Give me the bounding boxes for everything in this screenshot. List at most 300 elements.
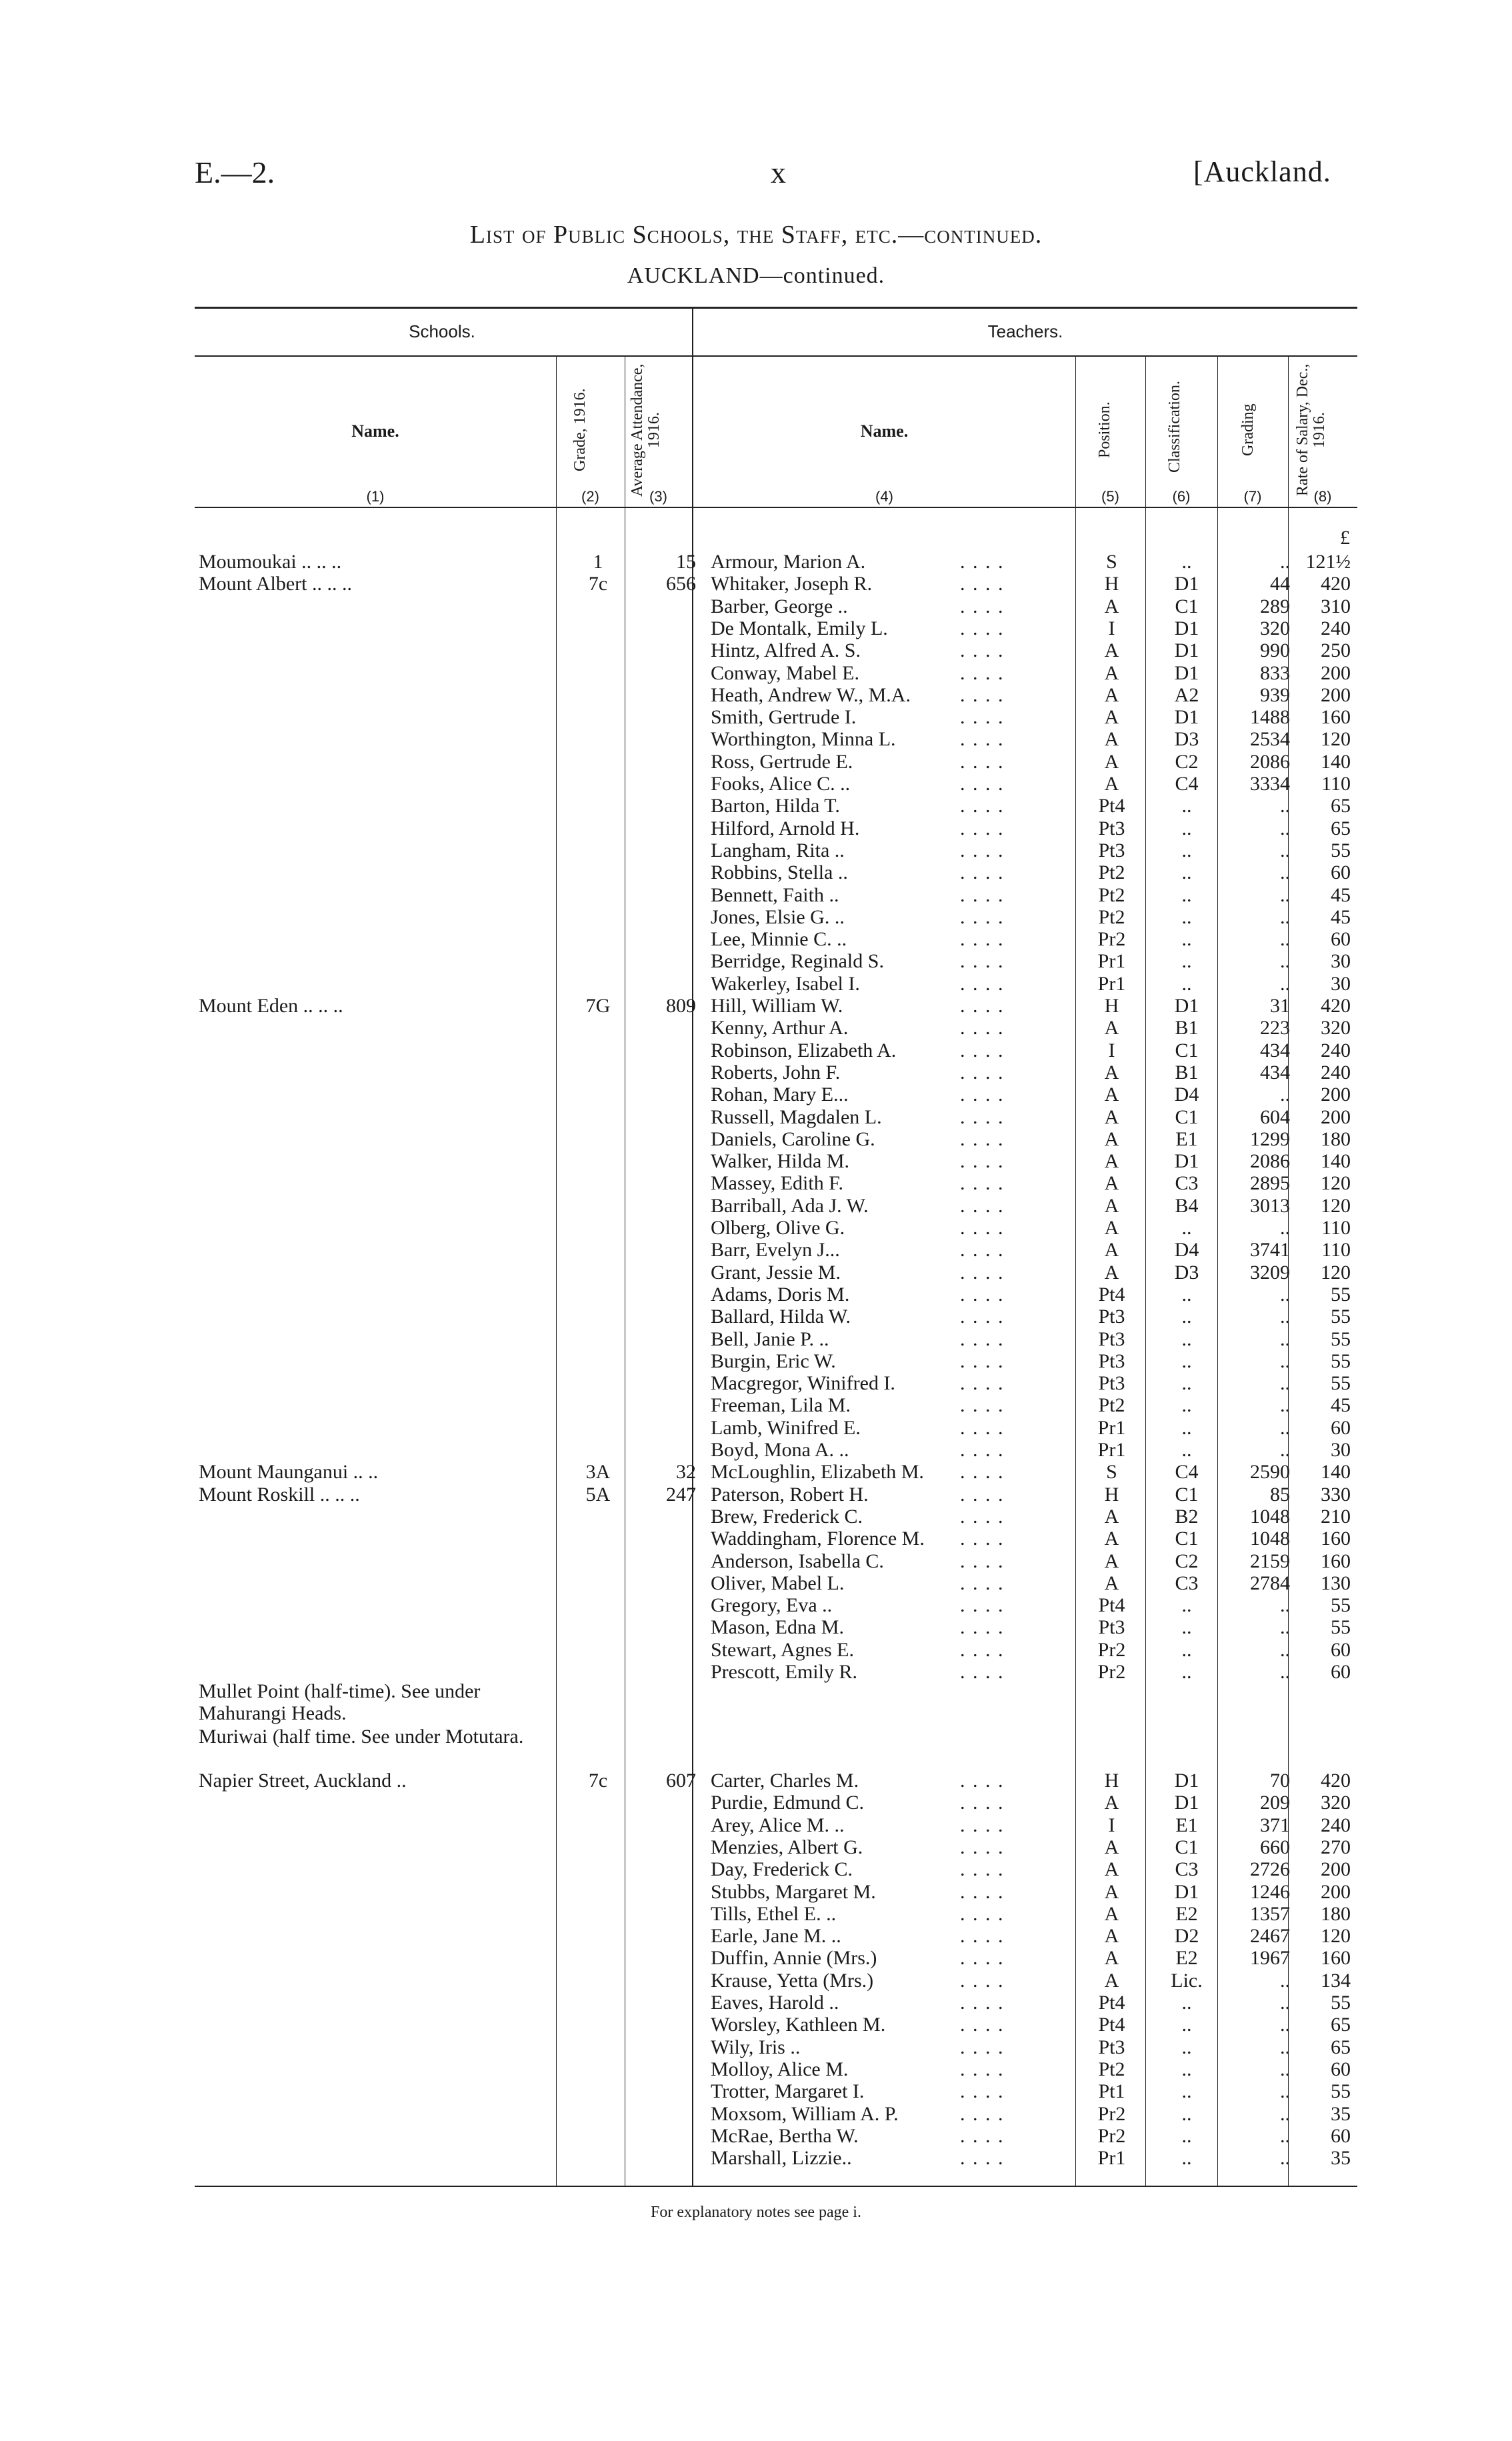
leader-dots: . . . . xyxy=(960,1528,1005,1550)
teacher-name: Conway, Mabel E. xyxy=(711,661,860,684)
leader-dots: . . . . xyxy=(960,551,1005,573)
teacher-position: A xyxy=(1104,1083,1119,1106)
teacher-salary: 200 xyxy=(1321,661,1351,684)
teacher-salary: 55 xyxy=(1331,1992,1351,2014)
teacher-salary: 30 xyxy=(1331,1439,1351,1461)
leader-dots: . . . . xyxy=(960,972,1005,995)
table-row xyxy=(0,1506,1512,1528)
teacher-name: Ballard, Hilda W. xyxy=(711,1306,851,1328)
teacher-position: A xyxy=(1104,595,1119,617)
teacher-grading: .. xyxy=(1280,1350,1290,1372)
teacher-salary: 45 xyxy=(1331,905,1351,928)
teacher-salary: 180 xyxy=(1321,1127,1351,1150)
teacher-name: Russell, Magdalen L. xyxy=(711,1105,882,1128)
table-row xyxy=(0,1858,1512,1880)
leader-dots: . . . . xyxy=(960,1283,1005,1306)
teacher-name: Trotter, Margaret I. xyxy=(711,2080,865,2103)
table-row xyxy=(0,1992,1512,2014)
teacher-name: Arey, Alice M. .. xyxy=(711,1814,845,1836)
teacher-position: A xyxy=(1104,1127,1119,1150)
teacher-salary: 55 xyxy=(1331,1616,1351,1639)
leader-dots: . . . . xyxy=(960,995,1005,1017)
table-row xyxy=(0,1372,1512,1394)
table-row xyxy=(0,1017,1512,1039)
teacher-position: Pr1 xyxy=(1097,1439,1126,1461)
table-row xyxy=(0,884,1512,906)
table-row xyxy=(0,751,1512,773)
teacher-grading: .. xyxy=(1280,1594,1290,1617)
leader-dots: . . . . xyxy=(960,2124,1005,2147)
teacher-grading: .. xyxy=(1280,905,1290,928)
teacher-position: Pt1 xyxy=(1098,2080,1125,2103)
teacher-grading: 3334 xyxy=(1250,773,1290,795)
teacher-salary: 55 xyxy=(1331,1328,1351,1350)
teacher-salary: 60 xyxy=(1331,2124,1351,2147)
teacher-classification: D1 xyxy=(1174,573,1199,595)
teacher-classification: D1 xyxy=(1174,1880,1199,1903)
teacher-name: Paterson, Robert H. xyxy=(711,1483,869,1506)
teacher-classification: D3 xyxy=(1174,1261,1199,1284)
teacher-position: A xyxy=(1104,1105,1119,1128)
col-header-grade: Grade, 1916. xyxy=(571,388,589,472)
teacher-classification: D1 xyxy=(1174,617,1199,639)
school-name: Napier Street, Auckland .. xyxy=(199,1770,407,1792)
teacher-salary: 60 xyxy=(1331,1416,1351,1439)
teacher-name: McLoughlin, Elizabeth M. xyxy=(711,1461,924,1484)
table-row xyxy=(0,1417,1512,1439)
table-row xyxy=(0,551,1512,573)
leader-dots: . . . . xyxy=(960,1572,1005,1594)
teacher-position: A xyxy=(1104,728,1119,751)
teacher-name: Wily, Iris .. xyxy=(711,2036,801,2058)
teacher-position: Pr2 xyxy=(1097,1638,1126,1661)
teacher-grading: 1299 xyxy=(1250,1127,1290,1150)
teacher-position: Pr1 xyxy=(1097,2147,1126,2170)
table-row xyxy=(0,1217,1512,1239)
teacher-grading: .. xyxy=(1280,2124,1290,2147)
teacher-salary: 60 xyxy=(1331,1638,1351,1661)
teacher-salary: 160 xyxy=(1321,706,1351,729)
teacher-classification: .. xyxy=(1181,1283,1192,1306)
region-header: [Auckland. xyxy=(1193,155,1331,188)
teacher-name: Daniels, Caroline G. xyxy=(711,1127,875,1150)
table-row xyxy=(0,1770,1512,1792)
table-row xyxy=(0,1836,1512,1858)
teacher-position: Pr1 xyxy=(1097,950,1126,973)
teacher-name: McRae, Bertha W. xyxy=(711,2124,859,2147)
leader-dots: . . . . xyxy=(960,1127,1005,1150)
teacher-name: Boyd, Mona A. .. xyxy=(711,1439,849,1461)
col-header-position: Position. xyxy=(1096,401,1113,459)
teacher-name: Worthington, Minna L. xyxy=(711,728,896,751)
leader-dots: . . . . xyxy=(960,2147,1005,2170)
teacher-name: Olberg, Olive G. xyxy=(711,1217,845,1239)
teacher-name: Hintz, Alfred A. S. xyxy=(711,639,861,662)
leader-dots: . . . . xyxy=(960,1638,1005,1661)
teacher-grading: 1048 xyxy=(1250,1505,1290,1528)
leader-dots: . . . . xyxy=(960,1770,1005,1792)
teacher-grading: 85 xyxy=(1270,1483,1290,1506)
leader-dots: . . . . xyxy=(960,617,1005,639)
teacher-classification: .. xyxy=(1181,883,1192,906)
teacher-grading: .. xyxy=(1280,1969,1290,1992)
teacher-salary: 240 xyxy=(1321,617,1351,639)
col-number-5: (5) xyxy=(1101,488,1119,505)
leader-dots: . . . . xyxy=(960,1792,1005,1814)
school-attendance: 809 xyxy=(666,995,696,1017)
teacher-name: Freeman, Lila M. xyxy=(711,1394,851,1417)
table-row xyxy=(0,2080,1512,2102)
teacher-name: Menzies, Albert G. xyxy=(711,1836,863,1858)
teacher-grading: .. xyxy=(1280,795,1290,817)
teacher-position: Pt2 xyxy=(1098,2058,1125,2080)
teacher-salary: 330 xyxy=(1321,1483,1351,1506)
teacher-position: A xyxy=(1104,1261,1119,1284)
teacher-name: Molloy, Alice M. xyxy=(711,2058,849,2080)
leader-dots: . . . . xyxy=(960,1814,1005,1836)
teacher-salary: 160 xyxy=(1321,1528,1351,1550)
teacher-salary: 65 xyxy=(1331,817,1351,839)
teacher-grading: 939 xyxy=(1260,683,1290,706)
teacher-grading: .. xyxy=(1280,1217,1290,1239)
teacher-classification: .. xyxy=(1181,1217,1192,1239)
table-row xyxy=(0,1284,1512,1306)
table-row xyxy=(0,2036,1512,2058)
table-row xyxy=(0,839,1512,861)
teacher-salary: 160 xyxy=(1321,1550,1351,1572)
teacher-classification: A2 xyxy=(1174,683,1199,706)
leader-dots: . . . . xyxy=(960,1039,1005,1061)
teacher-name: Bell, Janie P. .. xyxy=(711,1328,829,1350)
teacher-classification: .. xyxy=(1181,905,1192,928)
teacher-grading: 3741 xyxy=(1250,1239,1290,1262)
leader-dots: . . . . xyxy=(960,750,1005,773)
teacher-grading: .. xyxy=(1280,1638,1290,1661)
school-name: Mount Eden .. .. .. xyxy=(199,995,343,1017)
teacher-position: A xyxy=(1104,683,1119,706)
leader-dots: . . . . xyxy=(960,839,1005,861)
teacher-salary: 120 xyxy=(1321,1925,1351,1948)
table-row xyxy=(0,2014,1512,2036)
teacher-name: Gregory, Eva .. xyxy=(711,1594,833,1617)
teacher-grading: .. xyxy=(1280,1616,1290,1639)
teacher-position: A xyxy=(1104,1505,1119,1528)
teacher-name: Fooks, Alice C. .. xyxy=(711,773,851,795)
group-header-teachers: Teachers. xyxy=(987,321,1063,341)
table-row xyxy=(0,950,1512,972)
leader-dots: . . . . xyxy=(960,2058,1005,2080)
leader-dots: . . . . xyxy=(960,1239,1005,1262)
teacher-position: Pt3 xyxy=(1098,817,1125,839)
group-header-schools: Schools. xyxy=(409,321,475,341)
teacher-name: Day, Frederick C. xyxy=(711,1858,853,1881)
teacher-grading: 1488 xyxy=(1250,706,1290,729)
leader-dots: . . . . xyxy=(960,1172,1005,1195)
leader-dots: . . . . xyxy=(960,1328,1005,1350)
leader-dots: . . . . xyxy=(960,795,1005,817)
teacher-classification: .. xyxy=(1181,1372,1192,1395)
teacher-grading: .. xyxy=(1280,1394,1290,1417)
table-row xyxy=(0,1061,1512,1083)
teacher-salary: 120 xyxy=(1321,728,1351,751)
table-row xyxy=(0,1792,1512,1814)
teacher-grading: 833 xyxy=(1260,661,1290,684)
teacher-classification: D1 xyxy=(1174,661,1199,684)
leader-dots: . . . . xyxy=(960,1992,1005,2014)
teacher-salary: 140 xyxy=(1321,750,1351,773)
teacher-position: A xyxy=(1104,706,1119,729)
teacher-grading: .. xyxy=(1280,1306,1290,1328)
leader-dots: . . . . xyxy=(960,1394,1005,1417)
teacher-name: Mason, Edna M. xyxy=(711,1616,844,1639)
leader-dots: . . . . xyxy=(960,706,1005,729)
col-number-3: (3) xyxy=(649,488,667,505)
teacher-salary: 180 xyxy=(1321,1902,1351,1925)
teacher-position: A xyxy=(1104,1969,1119,1992)
teacher-name: Barber, George .. xyxy=(711,595,848,617)
leader-dots: . . . . xyxy=(960,1947,1005,1970)
footer-note: For explanatory notes see page i. xyxy=(651,2204,861,2221)
teacher-salary: 200 xyxy=(1321,1083,1351,1106)
table-row xyxy=(0,1461,1512,1483)
teacher-position: Pt4 xyxy=(1098,795,1125,817)
leader-dots: . . . . xyxy=(960,639,1005,662)
teacher-classification: D2 xyxy=(1174,1925,1199,1948)
note-mullet-point: Mullet Point (half-time). See under Mahurangi Heads. xyxy=(199,1680,481,1724)
teacher-classification: C3 xyxy=(1175,1172,1199,1195)
teacher-grading: .. xyxy=(1280,2036,1290,2058)
teacher-position: Pr2 xyxy=(1097,1661,1126,1683)
teacher-salary: 55 xyxy=(1331,1306,1351,1328)
teacher-classification: C2 xyxy=(1175,750,1199,773)
teacher-salary: 110 xyxy=(1321,1239,1351,1262)
teacher-salary: 270 xyxy=(1321,1836,1351,1858)
teacher-salary: 200 xyxy=(1321,1880,1351,1903)
teacher-classification: D1 xyxy=(1174,1792,1199,1814)
teacher-salary: 140 xyxy=(1321,1461,1351,1484)
teacher-salary: 45 xyxy=(1331,883,1351,906)
teacher-salary: 134 xyxy=(1321,1969,1351,1992)
teacher-position: A xyxy=(1104,1239,1119,1262)
school-grade: 7c xyxy=(588,573,608,595)
school-attendance: 656 xyxy=(666,573,696,595)
table-row xyxy=(0,1195,1512,1217)
teacher-salary: 55 xyxy=(1331,1283,1351,1306)
table-row xyxy=(0,595,1512,617)
teacher-classification: .. xyxy=(1181,1439,1192,1461)
table-row xyxy=(0,639,1512,661)
teacher-position: A xyxy=(1104,1150,1119,1173)
teacher-salary: 240 xyxy=(1321,1814,1351,1836)
teacher-name: Hill, William W. xyxy=(711,995,843,1017)
table-row xyxy=(0,1572,1512,1594)
teacher-position: A xyxy=(1104,1858,1119,1881)
teacher-salary: 120 xyxy=(1321,1172,1351,1195)
teacher-position: Pr2 xyxy=(1097,928,1126,951)
teacher-name: Brew, Frederick C. xyxy=(711,1505,863,1528)
teacher-salary: 160 xyxy=(1321,1947,1351,1970)
teacher-classification: .. xyxy=(1181,861,1192,884)
leader-dots: . . . . xyxy=(960,1594,1005,1617)
teacher-position: Pr1 xyxy=(1097,1416,1126,1439)
teacher-grading: 1048 xyxy=(1250,1528,1290,1550)
leader-dots: . . . . xyxy=(960,1880,1005,1903)
col-header-classification: Classification. xyxy=(1166,381,1183,473)
teacher-position: A xyxy=(1104,1836,1119,1858)
teacher-grading: .. xyxy=(1280,2058,1290,2080)
teacher-name: Lamb, Winifred E. xyxy=(711,1416,861,1439)
teacher-position: A xyxy=(1104,1947,1119,1970)
leader-dots: . . . . xyxy=(960,1858,1005,1881)
teacher-grading: 1246 xyxy=(1250,1880,1290,1903)
teacher-classification: .. xyxy=(1181,950,1192,973)
teacher-classification: C4 xyxy=(1175,1461,1199,1484)
leader-dots: . . . . xyxy=(960,1350,1005,1372)
teacher-position: A xyxy=(1104,1550,1119,1572)
teacher-salary: 250 xyxy=(1321,639,1351,662)
teacher-name: Armour, Marion A. xyxy=(711,551,866,573)
teacher-classification: B4 xyxy=(1175,1194,1199,1217)
teacher-grading: 3013 xyxy=(1250,1194,1290,1217)
teacher-name: Oliver, Mabel L. xyxy=(711,1572,845,1594)
teacher-name: Roberts, John F. xyxy=(711,1061,841,1083)
teacher-name: Worsley, Kathleen M. xyxy=(711,2014,886,2036)
teacher-position: Pt4 xyxy=(1098,1594,1125,1617)
leader-dots: . . . . xyxy=(960,1483,1005,1506)
leader-dots: . . . . xyxy=(960,1372,1005,1395)
leader-dots: . . . . xyxy=(960,1306,1005,1328)
table-row xyxy=(0,861,1512,883)
leader-dots: . . . . xyxy=(960,1836,1005,1858)
teacher-name: Lee, Minnie C. .. xyxy=(711,928,847,951)
teacher-classification: C1 xyxy=(1175,1105,1199,1128)
teacher-classification: E1 xyxy=(1175,1814,1198,1836)
leader-dots: . . . . xyxy=(960,773,1005,795)
teacher-grading: 2086 xyxy=(1250,1150,1290,1173)
teacher-position: H xyxy=(1104,995,1119,1017)
leader-dots: . . . . xyxy=(960,1061,1005,1083)
teacher-salary: 35 xyxy=(1331,2147,1351,2170)
teacher-grading: 434 xyxy=(1260,1061,1290,1083)
teacher-classification: .. xyxy=(1181,1306,1192,1328)
table-row xyxy=(0,1594,1512,1616)
teacher-classification: .. xyxy=(1181,1394,1192,1417)
teacher-name: Barriball, Ada J. W. xyxy=(711,1194,869,1217)
table-row xyxy=(0,1083,1512,1105)
leader-dots: . . . . xyxy=(960,1261,1005,1284)
school-name: Moumoukai .. .. .. xyxy=(199,551,342,573)
teacher-name: De Montalk, Emily L. xyxy=(711,617,888,639)
col-number-2: (2) xyxy=(581,488,599,505)
leader-dots: . . . . xyxy=(960,1017,1005,1039)
teacher-salary: 240 xyxy=(1321,1061,1351,1083)
teacher-classification: C4 xyxy=(1175,773,1199,795)
teacher-name: Burgin, Eric W. xyxy=(711,1350,836,1372)
teacher-position: Pr2 xyxy=(1097,2124,1126,2147)
teacher-position: Pt3 xyxy=(1098,839,1125,861)
teacher-position: S xyxy=(1106,1461,1117,1484)
teacher-classification: E2 xyxy=(1175,1947,1198,1970)
teacher-grading: 371 xyxy=(1260,1814,1290,1836)
teacher-classification: .. xyxy=(1181,817,1192,839)
teacher-grading: 31 xyxy=(1270,995,1290,1017)
teacher-classification: C1 xyxy=(1175,1483,1199,1506)
teacher-salary: 30 xyxy=(1331,950,1351,973)
teacher-name: Langham, Rita .. xyxy=(711,839,845,861)
teacher-grading: 209 xyxy=(1260,1792,1290,1814)
table-row xyxy=(0,728,1512,750)
table-row xyxy=(0,1881,1512,1903)
table-row xyxy=(0,1550,1512,1572)
teacher-name: Wakerley, Isabel I. xyxy=(711,972,860,995)
col-header-teacher-name: Name. xyxy=(860,421,909,441)
table-row xyxy=(0,1262,1512,1284)
teacher-classification: .. xyxy=(1181,1638,1192,1661)
teacher-name: Macgregor, Winifred I. xyxy=(711,1372,895,1395)
teacher-position: Pt4 xyxy=(1098,2014,1125,2036)
teacher-classification: .. xyxy=(1181,2036,1192,2058)
leader-dots: . . . . xyxy=(960,1150,1005,1173)
teacher-salary: 240 xyxy=(1321,1039,1351,1061)
table-row xyxy=(0,1039,1512,1061)
teacher-name: Jones, Elsie G. .. xyxy=(711,905,845,928)
teacher-classification: D1 xyxy=(1174,1150,1199,1173)
leader-dots: . . . . xyxy=(960,1416,1005,1439)
teacher-grading: .. xyxy=(1280,928,1290,951)
leader-dots: . . . . xyxy=(960,1461,1005,1484)
teacher-classification: D1 xyxy=(1174,1770,1199,1792)
school-name: Mount Albert .. .. .. xyxy=(199,573,352,595)
teacher-position: Pr1 xyxy=(1097,972,1126,995)
currency-symbol: £ xyxy=(1340,527,1350,549)
leader-dots: . . . . xyxy=(960,1616,1005,1639)
col-number-1: (1) xyxy=(366,488,385,505)
teacher-classification: .. xyxy=(1181,1661,1192,1683)
table-row xyxy=(0,1947,1512,1969)
teacher-name: Barr, Evelyn J... xyxy=(711,1239,840,1262)
leader-dots: . . . . xyxy=(960,1083,1005,1106)
col-header-grading: Grading xyxy=(1239,403,1257,457)
leader-dots: . . . . xyxy=(960,595,1005,617)
teacher-position: S xyxy=(1106,551,1117,573)
teacher-grading: .. xyxy=(1280,1372,1290,1395)
table-row xyxy=(0,1128,1512,1150)
teacher-classification: .. xyxy=(1181,551,1192,573)
teacher-salary: 310 xyxy=(1321,595,1351,617)
leader-dots: . . . . xyxy=(960,2036,1005,2058)
table-row xyxy=(0,1439,1512,1461)
col-header-attendance: Average Attendance, 1916. xyxy=(629,363,663,497)
leader-dots: . . . . xyxy=(960,1505,1005,1528)
teacher-grading: 1357 xyxy=(1250,1902,1290,1925)
teacher-classification: D4 xyxy=(1174,1239,1199,1262)
teacher-grading: .. xyxy=(1280,1661,1290,1683)
teacher-grading: .. xyxy=(1280,2014,1290,2036)
table-row xyxy=(0,2103,1512,2125)
col-number-4: (4) xyxy=(875,488,893,505)
teacher-classification: E2 xyxy=(1175,1902,1198,1925)
teacher-grading: 1967 xyxy=(1250,1947,1290,1970)
leader-dots: . . . . xyxy=(960,928,1005,951)
teacher-name: Whitaker, Joseph R. xyxy=(711,573,873,595)
teacher-name: Smith, Gertrude I. xyxy=(711,706,857,729)
teacher-classification: C1 xyxy=(1175,1528,1199,1550)
teacher-position: A xyxy=(1104,1880,1119,1903)
teacher-classification: B1 xyxy=(1175,1017,1199,1039)
teacher-grading: 2534 xyxy=(1250,728,1290,751)
teacher-name: Robinson, Elizabeth A. xyxy=(711,1039,897,1061)
note-muriwai: Muriwai (half time. See under Motutara. xyxy=(199,1726,524,1748)
